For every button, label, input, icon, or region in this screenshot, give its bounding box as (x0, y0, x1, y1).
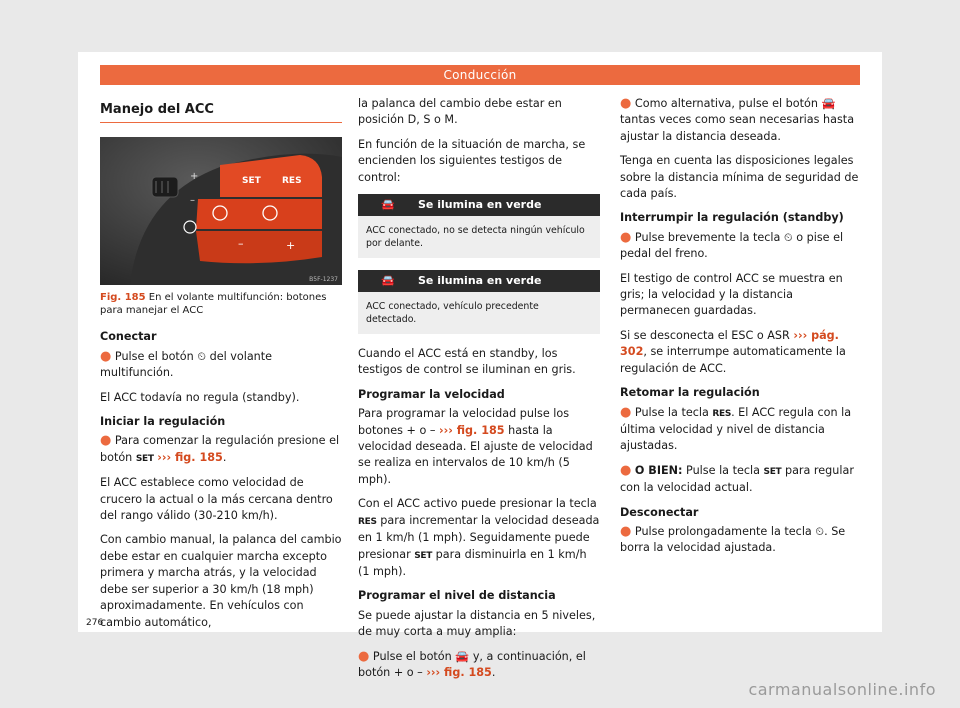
paragraph (358, 406, 600, 488)
text: , se interrumpe automaticamente la regulación de ACC. (620, 345, 846, 375)
figure-reference-link[interactable]: ››› fig. 185 (157, 450, 223, 464)
heading-programar-velocidad: Programar la velocidad (358, 387, 505, 401)
page-reference-link[interactable]: ››› pág. 302 (620, 328, 839, 359)
bullet-o-bien (620, 463, 860, 497)
text: para disminuirla en 1 km/h (1 mph). (358, 547, 587, 578)
figure-set-label: SET (242, 176, 261, 187)
text: Pulse la tecla (634, 405, 709, 419)
text: y, a continuación, el botón + o – (358, 649, 586, 679)
bullet-alternativa (620, 96, 860, 145)
text: Pulse prolongadamente la tecla (634, 524, 812, 538)
set-button-icon: SET (135, 453, 154, 464)
indicator-table-head-2 (358, 270, 600, 292)
acc-speedometer-icon: ⏲ (815, 524, 825, 538)
page-number: 276 (86, 618, 104, 628)
set-button-icon: SET (414, 550, 433, 561)
text: . El ACC regula con la última velocidad y nivel de distancia ajustadas. (620, 405, 852, 453)
acc-car-icon: 🚘 (381, 197, 395, 211)
paragraph: Se puede ajustar la distancia en 5 niveles, de muy corta a muy amplia: (358, 608, 596, 639)
heading-interrumpir: Interrumpir la regulación (standby) (620, 211, 844, 225)
paragraph: En función de la situación de marcha, se encienden los siguientes testigos de control: (358, 137, 586, 184)
heading-desconectar: Desconectar (620, 505, 699, 519)
figure-reference-link[interactable]: ››› fig. 185 (426, 665, 492, 679)
bullet-distancia (358, 649, 600, 682)
paragraph: El testigo de control ACC se muestra en gris; la velocidad y la distancia permanecen guardadas. (620, 271, 843, 318)
figure-caption-number: Fig. 185 (100, 292, 146, 304)
paragraph: la palanca del cambio debe estar en posición D, S o M. (358, 97, 562, 127)
figure-res-label: RES (282, 176, 302, 187)
text: del volante multifunción. (100, 349, 273, 380)
bullet-icon: ● (100, 348, 112, 364)
text: Si se desconecta el ESC o ASR (620, 328, 790, 342)
figure-reference-link[interactable]: ››› fig. 185 (439, 423, 505, 437)
text: Para comenzar la regulación presione el botón (100, 434, 340, 464)
text: o pise el pedal del freno. (620, 230, 844, 261)
bullet-interrumpir (620, 230, 860, 263)
figure-minus-label: – (238, 237, 244, 251)
set-button-icon: SET (763, 466, 782, 477)
text: Pulse brevemente la tecla (634, 230, 781, 244)
text: Con el ACC activo puede presionar la tecla (358, 497, 597, 511)
figure-code: B5F-1237 (309, 276, 338, 284)
bullet-icon: ● (620, 96, 632, 111)
svg-text:+: + (190, 171, 199, 183)
indicator-label: Se ilumina en verde (418, 197, 542, 211)
res-button-icon: RES (712, 408, 732, 419)
figure-caption (100, 291, 342, 317)
paragraph (358, 496, 600, 580)
column-2 (358, 96, 600, 689)
text: tantas veces como sean necesarias hasta ajustar la distancia deseada. (620, 113, 855, 143)
svg-text:–: – (190, 195, 195, 207)
paragraph: El ACC todavía no regula (standby). (100, 390, 300, 404)
text: hasta la velocidad deseada. El ajuste de velocidad se realiza en intervalos de 10 km/h (5 mph). (358, 423, 593, 486)
bullet-icon: ● (620, 462, 632, 478)
paragraph: Cuando el ACC está en standby, los testigos de control se iluminan en gris. (358, 347, 576, 377)
heading-programar-distancia: Programar el nivel de distancia (358, 589, 556, 603)
text: . (222, 450, 227, 464)
column-3 (620, 96, 860, 565)
bullet-icon: ● (620, 523, 632, 539)
text: para incrementar la velocidad deseada en 1 km/h (1 mph). Seguidamente puede presionar (358, 513, 600, 561)
acc-vehicle-ahead-icon: 🚘 (381, 273, 395, 287)
res-button-icon: RES (358, 516, 377, 527)
figure-plus-label: + (286, 239, 296, 253)
text: Para programar la velocidad pulse los botones + o – (358, 407, 570, 437)
steering-wheel-illustration (100, 137, 342, 285)
acc-speedometer-icon: ⏲ (783, 230, 793, 244)
watermark-footer: carmanualsonline.info (748, 680, 936, 699)
heading-conectar: Conectar (100, 330, 157, 344)
distance-car-icon: 🚘 (821, 97, 836, 110)
acc-speedometer-icon: ⏲ (197, 349, 207, 363)
bullet-desconectar (620, 524, 860, 557)
text: Como alternativa, pulse el botón (634, 97, 818, 110)
bullet-retomar (620, 405, 860, 455)
text: Pulse el botón (114, 349, 194, 363)
indicator-label: Se ilumina en verde (418, 273, 542, 287)
section-title: Manejo del ACC (100, 96, 342, 123)
paragraph: Tenga en cuenta las disposiciones legales sobre la distancia mínima de seguridad de cada país. (620, 154, 859, 201)
paragraph (620, 328, 860, 377)
bullet-iniciar (100, 433, 342, 467)
text: . (491, 665, 496, 679)
text: Pulse el botón (372, 649, 452, 663)
indicator-table-body-1: ACC conectado, no se detecta ningún vehículo por delante. (358, 216, 600, 258)
text: para regular con la velocidad actual. (620, 463, 854, 495)
bullet-icon: ● (100, 433, 112, 449)
bullet-conectar (100, 349, 342, 382)
text-bold: O BIEN: (634, 463, 683, 477)
paragraph: Con cambio manual, la palanca del cambio debe estar en cualquier marcha excepto primera y marcha atrás, y la velocidad debe ser superior a 30 km/h (18 mph) aproximadamente. En vehículos con cambio automático, (100, 533, 342, 629)
heading-iniciar: Iniciar la regulación (100, 415, 226, 429)
distance-car-icon: 🚘 (455, 649, 470, 663)
indicator-table-head-1 (358, 194, 600, 216)
paragraph: El ACC establece como velocidad de crucero la actual o la más cercana dentro del rango válido (30-210 km/h). (100, 476, 333, 523)
bullet-icon: ● (358, 648, 370, 664)
bullet-icon: ● (620, 404, 632, 420)
chapter-header: Conducción (100, 65, 860, 85)
text: . Se borra la velocidad ajustada. (620, 524, 846, 555)
bullet-icon: ● (620, 229, 632, 245)
column-1 (100, 96, 342, 639)
heading-retomar: Retomar la regulación (620, 386, 760, 400)
indicator-table-body-2: ACC conectado, vehículo precedente detectado. (358, 292, 600, 334)
steering-wheel-figure (100, 137, 342, 285)
figure-caption-text: En el volante multifunción: botones para manejar el ACC (100, 292, 327, 317)
text: Pulse la tecla (686, 463, 760, 477)
